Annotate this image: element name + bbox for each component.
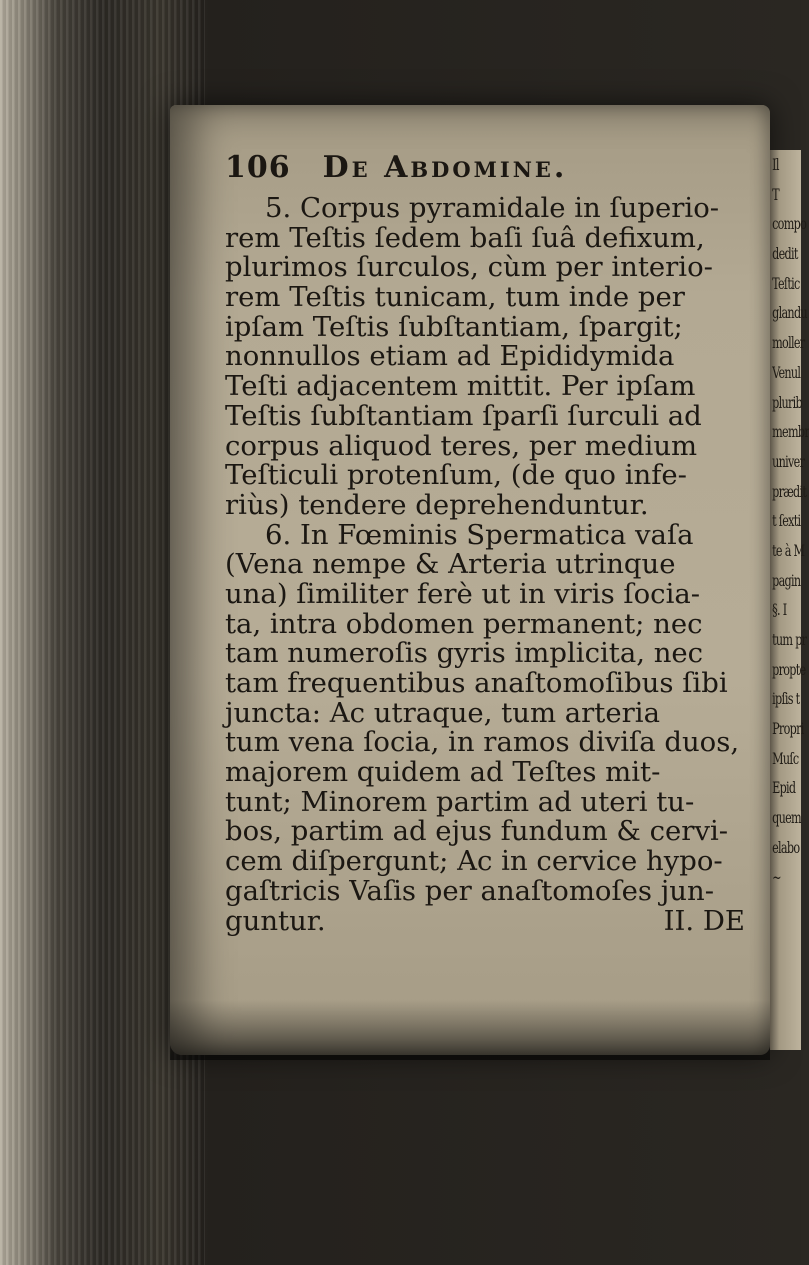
next-page-fragment: Il — [772, 155, 779, 174]
text-line: rem Teſtis tunicam, tum inde per — [225, 281, 685, 314]
next-page-fragment: membr — [772, 422, 809, 442]
next-page-fragment: ~ — [772, 867, 781, 887]
text-line: Teſti adjacentem mittit. Per ipſam — [225, 370, 696, 403]
next-page-edge — [770, 150, 809, 1050]
next-page-fragment: univer — [772, 451, 805, 471]
text-line: tum vena ſocia, in ramos diviſa duos, — [225, 726, 740, 759]
text-line: ta, intra obdomen permanent; nec — [225, 607, 703, 640]
text-line: bos, partim ad ejus fundum & cervi- — [225, 815, 729, 848]
next-page-fragment: §. I — [772, 600, 787, 620]
next-page-fragment: pagin — [772, 570, 801, 590]
text-line: plurimos ſurculos, cùm per interio- — [225, 251, 713, 284]
next-page-fragment: prædit — [772, 481, 807, 501]
next-page-fragment: Venul — [772, 362, 801, 382]
next-page-fragment: Propri — [772, 719, 804, 739]
text-line: Teſtis ſubſtantiam ſparſi ſurculi ad — [225, 399, 702, 432]
text-line: 5. Corpus pyramidale in ſuperio- — [265, 192, 720, 224]
text-line: nonnullos etiam ad Epididymida — [225, 340, 675, 373]
next-page-fragment: ipſis t — [772, 689, 800, 709]
next-page-fragment: dedit — [772, 244, 798, 264]
next-page-fragment: tum pr — [772, 630, 807, 649]
text-line: Teſticuli protenſum, (de quo infe- — [225, 459, 687, 492]
next-page-fragment: T — [772, 184, 779, 204]
running-title: De Abdomine. — [322, 150, 568, 185]
text-lines — [225, 194, 770, 907]
last-line — [225, 904, 745, 937]
next-page-fragment: elabo — [772, 837, 800, 857]
page-header — [225, 150, 770, 190]
next-page-fragment: te à M — [772, 540, 805, 560]
text-line: corpus aliquod teres, per medium — [225, 429, 698, 462]
next-page-fragment: Teſtic — [772, 273, 800, 293]
text-line: riùs) tendere deprehenduntur. — [225, 488, 649, 521]
text-line: ipſam Teſtis ſubſtantiam, ſpargit; — [225, 310, 683, 343]
text-line: una) ſimiliter ferè ut in viris ſocia- — [225, 577, 701, 610]
next-page-fragment: plurib — [772, 392, 802, 412]
text-line: majorem quidem ad Teſtes mit- — [225, 756, 661, 789]
text-line: tunt; Minorem partim ad uteri tu- — [225, 785, 695, 818]
next-page-fragment: quem — [772, 808, 801, 828]
text-line: 6. In Fœminis Spermatica vaſa — [265, 518, 694, 551]
text-line: juncta: Ac utraque, tum arteria — [225, 696, 660, 729]
page-text — [225, 150, 770, 936]
next-page-fragment: glandu — [772, 303, 807, 323]
text-line: gaſtricis Vaſis per anaſtomoſes jun- — [225, 874, 715, 907]
next-page-fragment: t ſexti — [772, 511, 801, 531]
page-number: 106 — [225, 150, 291, 185]
text-line: rem Teſtis ſedem baſi ſuâ defixum, — [225, 221, 705, 254]
text-line: tam numeroſis gyris implicita, nec — [225, 637, 704, 670]
text-line: cem diſpergunt; Ac in cervice hypo- — [225, 845, 723, 878]
next-page-fragment: Epid — [772, 778, 796, 798]
next-page-fragment: moller — [772, 333, 805, 353]
next-page-fragment: compo — [772, 214, 807, 234]
last-line-text: guntur. — [225, 904, 326, 937]
next-page-fragment: Muſc — [772, 748, 799, 768]
next-page-fragment: propte — [772, 659, 806, 679]
page-shadow — [170, 1000, 770, 1060]
text-line: tam frequentibus anaſtomoſibus ſibi — [225, 667, 728, 699]
catchword: II. DE — [663, 904, 745, 937]
text-line: (Vena nempe & Arteria utrinque — [225, 548, 676, 581]
